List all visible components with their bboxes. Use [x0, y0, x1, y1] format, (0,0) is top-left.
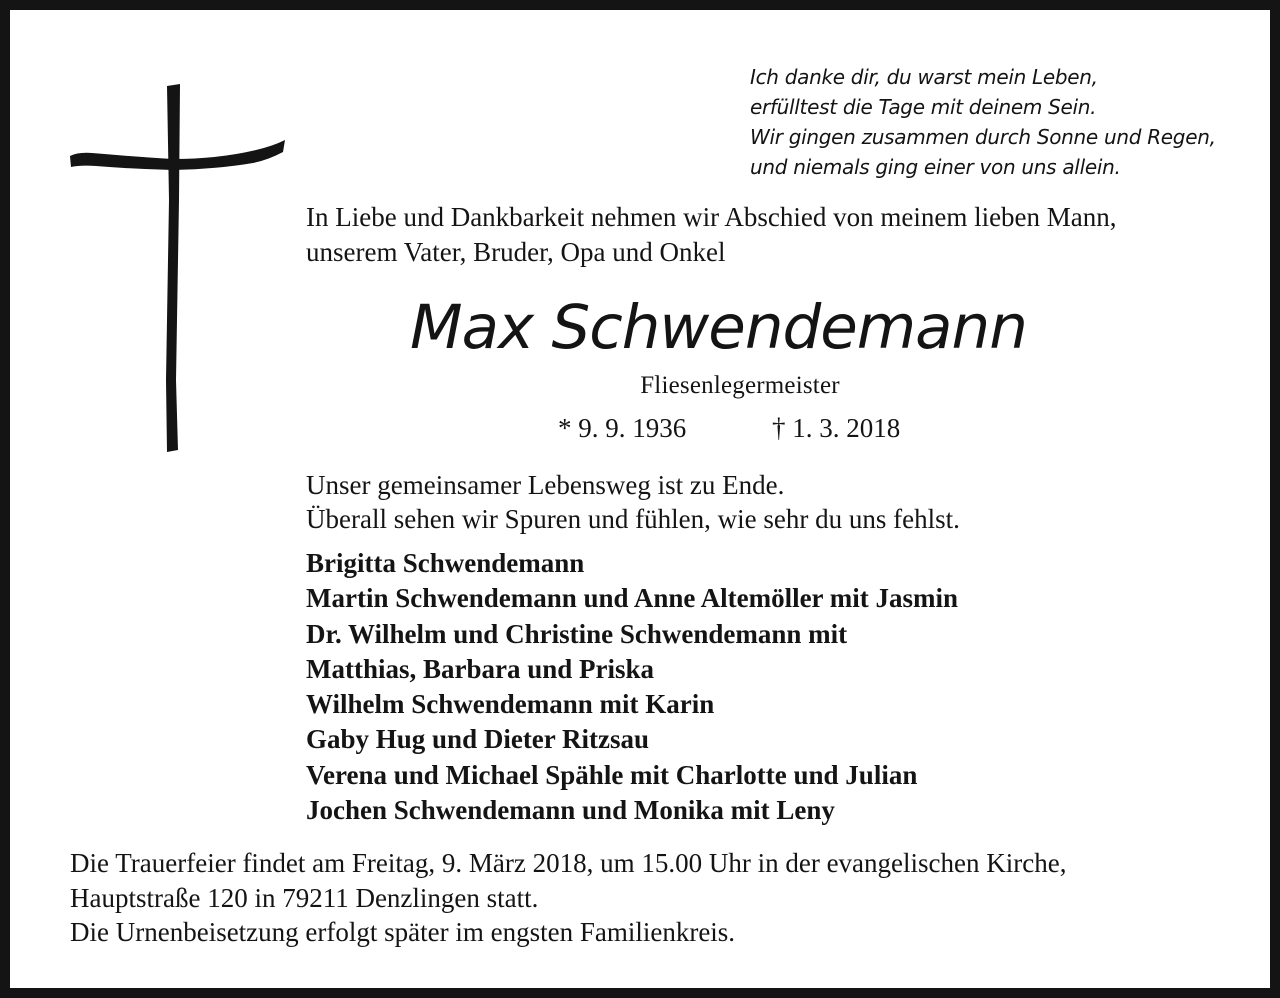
service-line: Die Urnenbeisetzung erfolgt später im engsten Familienkreis.	[70, 917, 736, 947]
mourner-entry: Gaby Hug und Dieter Ritzsau	[306, 724, 650, 755]
poem-line: Ich danke dir, du warst mein Leben,	[750, 65, 1098, 89]
poem	[750, 62, 1270, 182]
deceased-profession: Fliesenlegermeister	[640, 372, 840, 399]
intro-text	[306, 200, 1266, 270]
intro-line: unserem Vater, Bruder, Opa und Onkel	[306, 237, 726, 267]
deceased-name: Max Schwendemann	[410, 292, 1027, 363]
poem-line: Wir gingen zusammen durch Sonne und Regen,	[750, 125, 1216, 149]
service-line: Die Trauerfeier findet am Freitag, 9. März 2018, um 15.00 Uhr in der evangelischen Kirche,	[70, 848, 1067, 878]
quote-line: Unser gemeinsamer Lebensweg ist zu Ende.	[306, 470, 785, 500]
poem-line: erfülltest die Tage mit deinem Sein.	[750, 95, 1097, 119]
intro-line: In Liebe und Dankbarkeit nehmen wir Abschied von meinem lieben Mann,	[306, 202, 1117, 232]
poem-line: und niemals ging einer von uns allein.	[750, 155, 1121, 179]
mourner-entry: Dr. Wilhelm und Christine Schwendemann mit	[306, 618, 848, 649]
quote-line: Überall sehen wir Spuren und fühlen, wie sehr du uns fehlst.	[306, 504, 960, 534]
mourner-entry: Verena und Michael Spähle mit Charlotte und Julian	[306, 759, 918, 790]
mourner-entry: Brigitta Schwendemann	[306, 548, 585, 578]
death-date: † 1. 3. 2018	[772, 413, 901, 443]
farewell-quote	[306, 468, 1266, 536]
cross-icon	[68, 80, 290, 456]
mourners-list	[306, 546, 1266, 828]
mourner-entry: Matthias, Barbara und Priska	[306, 653, 655, 684]
mourner-entry: Martin Schwendemann und Anne Altemöller mit Jasmin	[306, 583, 959, 614]
service-info	[70, 846, 1260, 950]
service-line: Hauptstraße 120 in 79211 Denzlingen statt.	[70, 882, 539, 913]
mourner-entry: Wilhelm Schwendemann mit Karin	[306, 689, 715, 720]
birth-date: * 9. 9. 1936	[558, 413, 687, 443]
mourner-entry: Jochen Schwendemann und Monika mit Leny	[306, 795, 835, 826]
